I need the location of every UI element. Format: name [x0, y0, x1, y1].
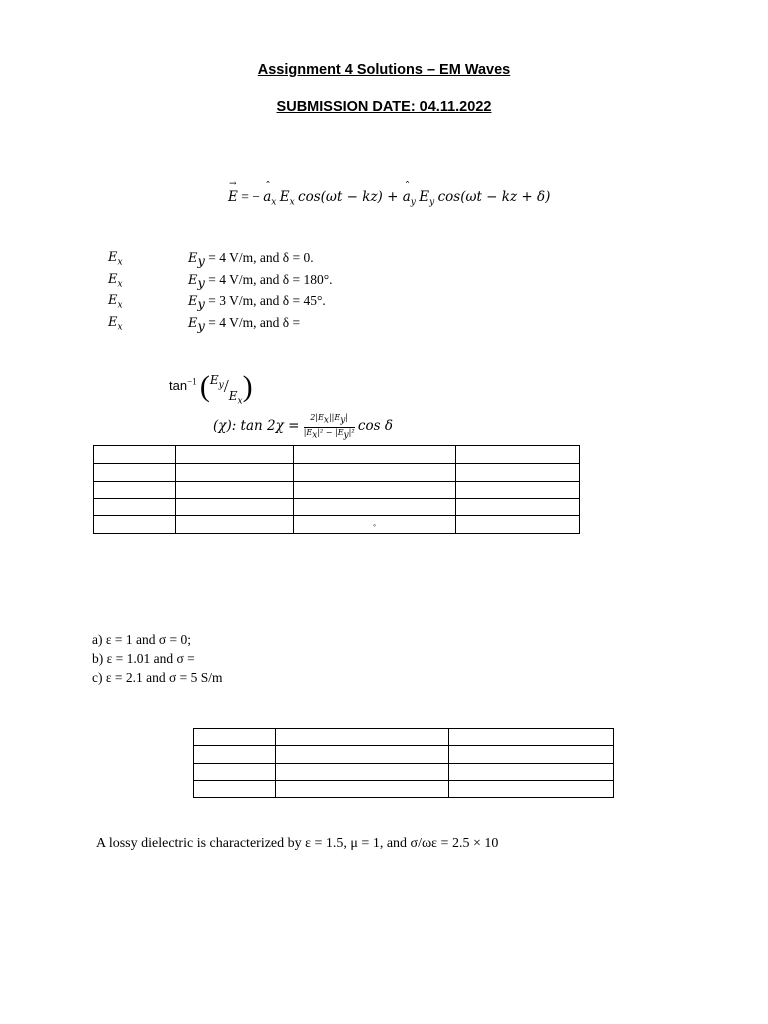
- table-cell: [276, 746, 449, 764]
- field-equation: → E = − ˆ $a_x$ $E_x$ cos(ωt − kz) + ˆ $a_y$ $E_y$ cos(ωt − kz + δ): [228, 189, 550, 208]
- table-cell: [276, 781, 449, 798]
- table-cell: [176, 446, 294, 464]
- medium-table: [193, 728, 614, 798]
- table-cell: [294, 499, 456, 516]
- table-row: [194, 781, 614, 798]
- table-row: [94, 464, 580, 482]
- table-cell: [449, 746, 614, 764]
- table-row: [94, 482, 580, 499]
- table-cell: [94, 446, 176, 464]
- option-c: c) ε = 2.1 and σ = 5 S/m: [92, 670, 223, 685]
- assignment-title: Assignment 4 Solutions – EM Waves: [257, 62, 511, 78]
- table-row: [194, 729, 614, 746]
- table-cell: [449, 729, 614, 746]
- table-cell: [94, 482, 176, 499]
- option-b: b) ε = 1.01 and σ =: [92, 651, 195, 666]
- table-cell: [194, 746, 276, 764]
- table-cell: [456, 446, 580, 464]
- table-cell: [294, 446, 456, 464]
- table-cell: [176, 516, 294, 534]
- case-line-3: $E_y = 3$ V/m, and δ = 45°.: [188, 293, 326, 313]
- ex-amplitude: $E_x$: [279, 189, 295, 208]
- table-cell: [449, 781, 614, 798]
- table-cell: [456, 516, 580, 534]
- tan-inverse-expression: $\tan^{-1} (E_y/E_x)$: [169, 370, 253, 407]
- table-row: [94, 499, 580, 516]
- table-cell: [276, 729, 449, 746]
- table-cell: [276, 764, 449, 781]
- table-cell: [176, 464, 294, 482]
- table-cell: [456, 482, 580, 499]
- table-cell: [176, 499, 294, 516]
- lossy-dielectric-text: A lossy dielectric is characterized by ε = 1.5, μ = 1, and σ/ωε = 2.5 × 10: [96, 836, 499, 851]
- table-cell: [94, 464, 176, 482]
- table-cell: [456, 499, 580, 516]
- table-cell: [294, 482, 456, 499]
- ax-unit-vector: ˆ $a_x$: [263, 189, 276, 208]
- chi-fraction: $\frac{2|E_x||E_y|}{|E_x|^2 - |E_y|^2}$: [303, 413, 355, 441]
- table-row: [94, 446, 580, 464]
- case-ex-1: $E_x$: [108, 250, 123, 268]
- table-cell: [294, 464, 456, 482]
- case-line-2: $E_y = 4$ V/m, and δ = 180°.: [188, 272, 333, 292]
- cos-term-1: cos(ωt − kz) +: [298, 189, 403, 205]
- table-cell: [94, 516, 176, 534]
- table-cell: [456, 464, 580, 482]
- ay-unit-vector: ˆ $a_y$: [403, 189, 416, 208]
- table-cell: [176, 482, 294, 499]
- table-row: [94, 516, 580, 534]
- case-ex-2: $E_x$: [108, 272, 123, 290]
- case-line-1: $E_y = 4$ V/m, and δ = 0.: [188, 250, 314, 270]
- polarization-table: [93, 445, 580, 534]
- case-ex-4: $E_x$: [108, 315, 123, 333]
- table-row: [194, 764, 614, 781]
- option-a: a) ε = 1 and σ = 0;: [92, 632, 192, 647]
- table-cell: [194, 781, 276, 798]
- ey-amplitude: $E_y$: [419, 189, 435, 208]
- table-cell: [194, 729, 276, 746]
- case-ex-3: $E_x$: [108, 293, 123, 311]
- cos-term-2: cos(ωt − kz + δ): [437, 189, 551, 205]
- chi-equation: (χ): tan 2χ = $\frac{2|E_x||E_y|}{|E_x|^2 - |E_y|^2}$ cos δ: [213, 413, 393, 441]
- e-vector-symbol: → E: [228, 189, 238, 205]
- table-cell: [449, 764, 614, 781]
- submission-date: SUBMISSION DATE: 04.11.2022: [276, 99, 492, 115]
- table-row: [194, 746, 614, 764]
- case-line-4: $E_y = 4$ V/m, and δ =: [188, 315, 301, 335]
- ey-numerator: $E_y$: [209, 372, 224, 391]
- table-cell: ◦: [294, 516, 456, 534]
- table-cell: [194, 764, 276, 781]
- table-cell: [94, 499, 176, 516]
- ex-denominator: $E_x$: [228, 388, 243, 407]
